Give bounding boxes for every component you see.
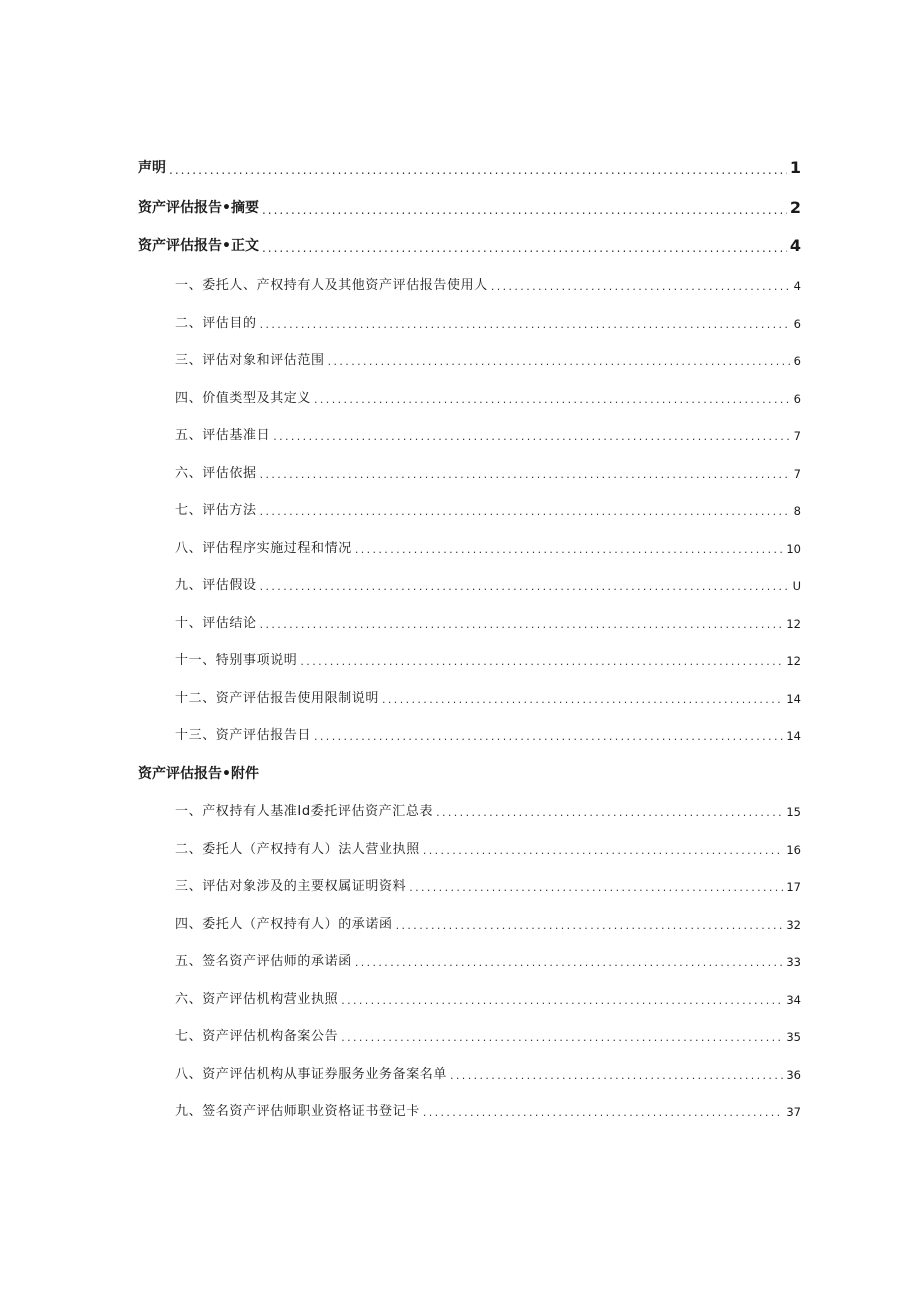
toc-subentry[interactable] <box>175 275 801 293</box>
toc-entry-title: 二、委托人（产权持有人）法人营业执照 <box>175 842 420 857</box>
toc-subentry[interactable] <box>175 500 801 518</box>
toc-entry-title: 十二、资产评估报告使用限制说明 <box>175 691 380 706</box>
toc-entry-title: 九、签名资产评估师职业资格证书登记卡 <box>175 1104 420 1119</box>
toc-appendix-entry[interactable] <box>175 989 801 1007</box>
toc-subentry[interactable] <box>175 575 801 593</box>
toc-entry-title: 十、评估结论 <box>175 616 257 631</box>
toc-entry-title: 一、产权持有人基准Id委托评估资产汇总表 <box>175 804 434 819</box>
toc-subentry[interactable] <box>175 538 801 556</box>
dot-leader <box>328 355 791 368</box>
dot-leader <box>260 318 791 331</box>
toc-appendix-entry[interactable] <box>175 1026 801 1044</box>
toc-entry-page: 37 <box>786 1105 801 1119</box>
dot-leader <box>260 580 790 593</box>
toc-entry-page: 7 <box>793 467 801 481</box>
toc-entry-page: 33 <box>786 955 801 969</box>
toc-entry-page: 14 <box>786 692 801 706</box>
dot-leader <box>260 468 791 481</box>
toc-appendix-entry[interactable] <box>175 1064 801 1082</box>
toc-entry-title: 八、评估程序实施过程和情况 <box>175 541 352 556</box>
dot-leader <box>273 430 790 443</box>
toc-subentry[interactable] <box>175 463 801 481</box>
toc-entry-page: 34 <box>786 993 801 1007</box>
toc-appendix-entry[interactable] <box>175 876 801 894</box>
toc-entry-page: 32 <box>786 918 801 932</box>
toc-entry-page: 10 <box>786 542 801 556</box>
toc-entry-page: 6 <box>793 354 801 368</box>
toc-entry-title: 六、评估依据 <box>175 466 257 481</box>
toc-entry-title: 六、资产评估机构营业执照 <box>175 992 339 1007</box>
dot-leader <box>450 1069 783 1082</box>
toc-entry-page: U <box>792 579 801 593</box>
toc-entry-page: 17 <box>786 880 801 894</box>
toc-entry-page: 36 <box>786 1068 801 1082</box>
toc-entry-page: 1 <box>789 158 801 177</box>
toc-entry-title: 一、委托人、产权持有人及其他资产评估报告使用人 <box>175 278 488 293</box>
toc-entry-title: 五、签名资产评估师的承诺函 <box>175 954 352 969</box>
toc-entry-page: 15 <box>786 805 801 819</box>
toc-entry-title: 七、资产评估机构备案公告 <box>175 1029 339 1044</box>
dot-leader <box>262 203 787 217</box>
toc-entry-page: 14 <box>786 729 801 743</box>
toc-entry-title: 八、资产评估机构从事证券服务业务备案名单 <box>175 1067 448 1082</box>
toc-entry-page: 16 <box>786 843 801 857</box>
toc-appendix-entry[interactable] <box>175 801 801 819</box>
toc-entry-title: 三、评估对象和评估范围 <box>175 353 325 368</box>
toc-entry-title: 资产评估报告•正文 <box>138 238 259 254</box>
dot-leader <box>260 618 784 631</box>
toc-subentry[interactable] <box>175 613 801 631</box>
dot-leader <box>341 1031 783 1044</box>
toc-entry-page: 8 <box>793 504 801 518</box>
toc-subentry[interactable] <box>175 425 801 443</box>
toc-appendix-entry[interactable] <box>175 839 801 857</box>
dot-leader <box>382 693 783 706</box>
dot-leader <box>341 994 783 1007</box>
dot-leader <box>423 844 784 857</box>
toc-subentry[interactable] <box>175 350 801 368</box>
dot-leader <box>436 806 783 819</box>
dot-leader <box>409 881 783 894</box>
toc-entry-summary[interactable] <box>138 197 801 217</box>
toc-appendix-entry[interactable] <box>175 1101 801 1119</box>
dot-leader <box>300 655 783 668</box>
toc-entry-title: 声明 <box>138 160 166 176</box>
toc-entry-page: 35 <box>786 1030 801 1044</box>
dot-leader <box>314 393 791 406</box>
dot-leader <box>314 730 783 743</box>
toc-subentry[interactable] <box>175 313 801 331</box>
toc-entry-title: 二、评估目的 <box>175 316 257 331</box>
toc-entry-title: 五、评估基准日 <box>175 428 271 443</box>
toc-appendix-entry[interactable] <box>175 914 801 932</box>
toc-entry-main-text[interactable] <box>138 235 801 255</box>
toc-entry-page: 4 <box>793 279 801 293</box>
dot-leader <box>423 1106 784 1119</box>
toc-entry-page: 12 <box>786 617 801 631</box>
toc-entry-title: 十三、资产评估报告日 <box>175 728 312 743</box>
dot-leader <box>355 543 784 556</box>
toc-entry-page: 4 <box>789 236 801 255</box>
dot-leader <box>491 280 791 293</box>
toc-subentry[interactable] <box>175 688 801 706</box>
dot-leader <box>169 163 787 177</box>
toc-entry-statement[interactable] <box>138 157 801 177</box>
toc-entry-title: 资产评估报告•摘要 <box>138 200 259 216</box>
toc-entry-page: 2 <box>789 198 801 217</box>
dot-leader <box>260 505 791 518</box>
toc-entry-title: 九、评估假设 <box>175 578 257 593</box>
toc-subentry[interactable] <box>175 650 801 668</box>
dot-leader <box>396 919 784 932</box>
toc-entry-page: 12 <box>786 654 801 668</box>
dot-leader <box>262 241 787 255</box>
dot-leader <box>355 956 784 969</box>
toc-entry-title: 七、评估方法 <box>175 503 257 518</box>
toc-entry-page: 6 <box>793 317 801 331</box>
toc-entry-title: 四、价值类型及其定义 <box>175 391 312 406</box>
toc-appendix-entry[interactable] <box>175 951 801 969</box>
toc-entry-title: 三、评估对象涉及的主要权属证明资料 <box>175 879 407 894</box>
toc-entry-page: 6 <box>793 392 801 406</box>
toc-appendix-heading[interactable]: 资产评估报告•附件 <box>138 766 259 782</box>
toc-entry-page: 7 <box>793 429 801 443</box>
toc-entry-title: 四、委托人（产权持有人）的承诺函 <box>175 917 393 932</box>
toc-entry-title: 十一、特别事项说明 <box>175 653 298 668</box>
toc-subentry[interactable] <box>175 725 801 743</box>
toc-subentry[interactable] <box>175 388 801 406</box>
